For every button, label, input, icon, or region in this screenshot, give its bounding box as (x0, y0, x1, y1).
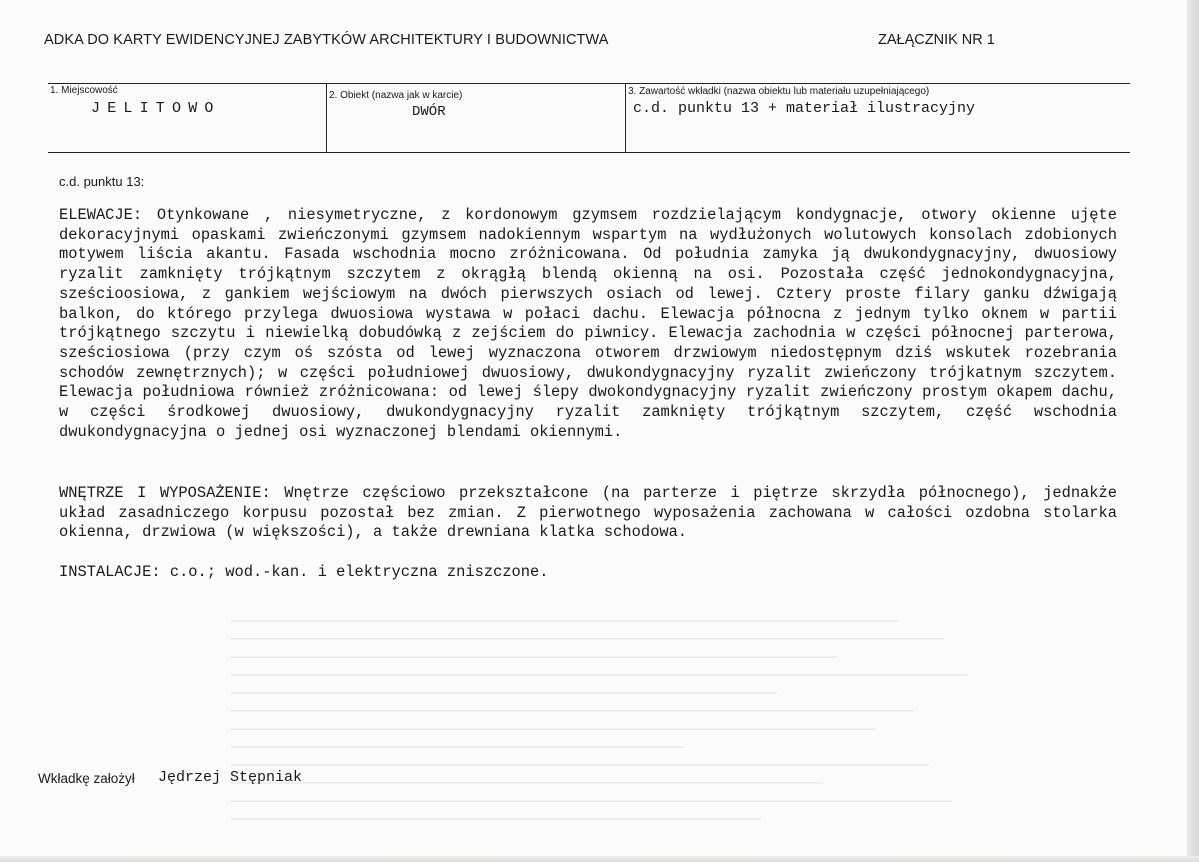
elevations-paragraph: ELEWACJE: Otynkowane , niesymetryczne, z kordonowym gzymsem rozdzielającym kondygnacje, otwory okienne ujęte dekoracyjnymi opaskami zwieńczonymi gzymsem nadokiennym wspartym na wydłużonych wolutowych konsolach zdobionych motywem liścia akantu. Fasada wschodnia mocno zróżnicowana. Od południa zamyka ją dwukondygnacyjny, dwuosiowy ryzalit zamknięty trójkątnym szczytem z okrągłą blendą okienną na osi. Pozostała część jednokondygnacyjna, sześcioosiowa, z gankiem wejściowym na dwóch pierwszych osiach od lewej. Cztery proste filary ganku dźwigają balkon, do którego przylega dwuosiowa wystawa w połaci dachu. Elewacja północna z jednym tylko oknem w partii trójkątnego szczytu i niewielką dobudówką z zejściem do piwnicy. Elewacja zachodnia w części północnej parterowa, sześciosiowa (przy czym oś szósta od lewej wyznaczona otworem drzwiowym niedostępnym dziś wskutek rozebrania schodów zewnętrznych); w części południowej dwuosiowy, dwukondygnacyjny ryzalit zwieńczony trójkatnym szczytem. Elewacja południowa również zróżnicowana: od lewej ślepy dwokondygnacyjny ryzalit zwieńczony prostym okapem dachu, w części środkowej dwuosiowy, dwukondygnacyjny ryzalit zamknięty trójkątnym szczytem, część wschodnia dwukondygnacyjna o jednej osi wyznaczonej blendami okiennymi. (59, 206, 1117, 441)
form-column-divider (326, 83, 327, 152)
insert-content-value: c.d. punktu 13 + materiał ilustracyjny (633, 100, 976, 117)
page-edge-shadow (0, 856, 1199, 862)
insert-content-label: 3. Zawartość wkładki (nazwa obiektu lub materiału uzupełniającego) (628, 86, 930, 97)
document-title: ADKA DO KARTY EWIDENCYJNEJ ZABYTKÓW ARCHITEKTURY I BUDOWNICTWA (44, 32, 609, 48)
attachment-number: ZAŁĄCZNIK NR 1 (878, 32, 995, 48)
object-value: DWÓR (412, 104, 446, 120)
form-bottom-rule (48, 152, 1130, 153)
object-label: 2. Obiekt (nazwa jak w karcie) (329, 90, 463, 101)
form-column-divider (625, 83, 626, 152)
page-edge-shadow (1187, 0, 1199, 862)
continuation-label: c.d. punktu 13: (59, 174, 145, 189)
signature-label: Wkładkę założył (38, 771, 135, 786)
locality-value: JELITOWO (91, 100, 221, 117)
interior-paragraph: WNĘTRZE I WYPOSAŻENIE: Wnętrze częściowo przekształcone (na parterze i piętrze skrzydła północnego), jednakże układ zasadniczego korpusu pozostał bez zmian. Z pierwotnego wyposażenia zachowana w całości ozdobna stolarka okienna, drzwiowa (w większości), a także drewniana klatka schodowa. (59, 484, 1117, 542)
installations-paragraph: INSTALACJE: c.o.; wod.-kan. i elektryczna zniszczone. (59, 563, 549, 581)
bleed-through-texture (230, 620, 990, 850)
form-top-rule (48, 83, 1130, 84)
signature-name: Jędrzej Stępniak (158, 769, 303, 786)
locality-label: 1. Miejscowość (50, 85, 118, 96)
